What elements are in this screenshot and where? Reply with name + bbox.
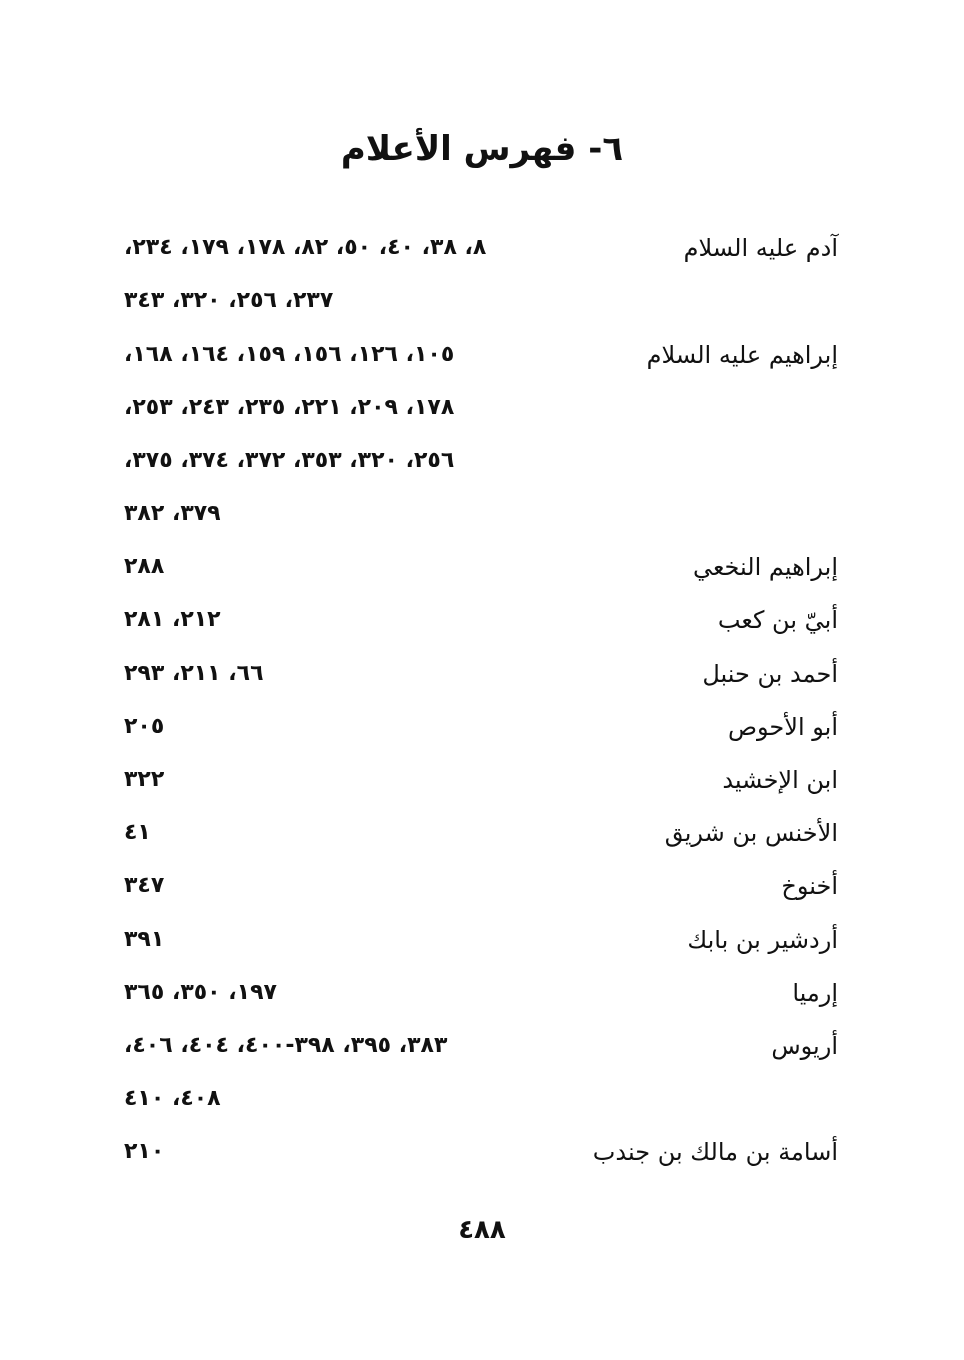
index-line bbox=[0, 281, 964, 321]
page-references: ٢٨٨ bbox=[124, 554, 165, 579]
page-references: ٢١٢، ٢٨١ bbox=[124, 607, 221, 632]
page-references: ٨، ٣٨، ٤٠، ٥٠، ٨٢، ١٧٨، ١٧٩، ٢٣٤، bbox=[124, 235, 487, 260]
index-line bbox=[0, 920, 964, 960]
page-references: ١٠٥، ١٢٦، ١٥٦، ١٥٩، ١٦٤، ١٦٨، bbox=[124, 342, 455, 367]
person-name: إرميا bbox=[792, 979, 838, 1007]
index-line bbox=[0, 866, 964, 906]
index-line bbox=[0, 1132, 964, 1172]
page-references: ٢٠٥ bbox=[124, 714, 165, 739]
page-references: ٢١٠ bbox=[124, 1139, 165, 1164]
page-references: ٣٤٧ bbox=[124, 873, 165, 898]
index-line bbox=[0, 494, 964, 534]
person-name: ابن الإخشيد bbox=[722, 766, 838, 794]
person-name: الأخنس بن شريق bbox=[664, 819, 838, 847]
person-name: أسامة بن مالك بن جندب bbox=[592, 1138, 838, 1166]
index-line bbox=[0, 1079, 964, 1119]
person-name: أحمد بن حنبل bbox=[702, 660, 838, 688]
index-line bbox=[0, 973, 964, 1013]
page-references: ٣٧٩، ٣٨٢ bbox=[124, 501, 221, 526]
index-line bbox=[0, 547, 964, 587]
page-references: ٣٢٢ bbox=[124, 767, 165, 792]
index-line bbox=[0, 335, 964, 375]
index-line bbox=[0, 600, 964, 640]
index-line bbox=[0, 388, 964, 428]
index-line bbox=[0, 654, 964, 694]
page-references: ٤٠٨، ٤١٠ bbox=[124, 1086, 221, 1111]
index-line bbox=[0, 1026, 964, 1066]
page-references: ١٩٧، ٣٥٠، ٣٦٥ bbox=[124, 980, 277, 1005]
person-name: إبراهيم النخعي bbox=[692, 553, 838, 581]
person-name: إبراهيم عليه السلام bbox=[646, 341, 838, 369]
index-line bbox=[0, 228, 964, 268]
person-name: أريوس bbox=[771, 1032, 838, 1060]
page-references: ٢٣٧، ٢٥٦، ٣٢٠، ٣٤٣ bbox=[124, 288, 334, 313]
page-references: ٤١ bbox=[124, 820, 151, 845]
page-references: ٢٥٦، ٣٢٠، ٣٥٣، ٣٧٢، ٣٧٤، ٣٧٥، bbox=[124, 448, 455, 473]
person-name: أخنوخ bbox=[781, 872, 838, 900]
person-name: أبو الأحوص bbox=[728, 713, 838, 741]
page-title: ٦- فهرس الأعلام bbox=[340, 129, 624, 169]
index-line bbox=[0, 707, 964, 747]
person-name: أبيّ بن كعب bbox=[717, 606, 838, 634]
person-name: آدم عليه السلام bbox=[683, 234, 838, 262]
page-references: ٣٨٣، ٣٩٥، ٣٩٨-٤٠٠، ٤٠٤، ٤٠٦، bbox=[124, 1033, 448, 1058]
index-line bbox=[0, 760, 964, 800]
page-references: ١٧٨، ٢٠٩، ٢٢١، ٢٣٥، ٢٤٣، ٢٥٣، bbox=[124, 395, 455, 420]
index-line bbox=[0, 441, 964, 481]
index-line bbox=[0, 813, 964, 853]
page-references: ٦٦، ٢١١، ٢٩٣ bbox=[124, 661, 264, 686]
person-name: أردشير بن بابك bbox=[687, 926, 838, 954]
page-references: ٣٩١ bbox=[124, 927, 165, 952]
page-number: ٤٨٨ bbox=[458, 1215, 506, 1245]
